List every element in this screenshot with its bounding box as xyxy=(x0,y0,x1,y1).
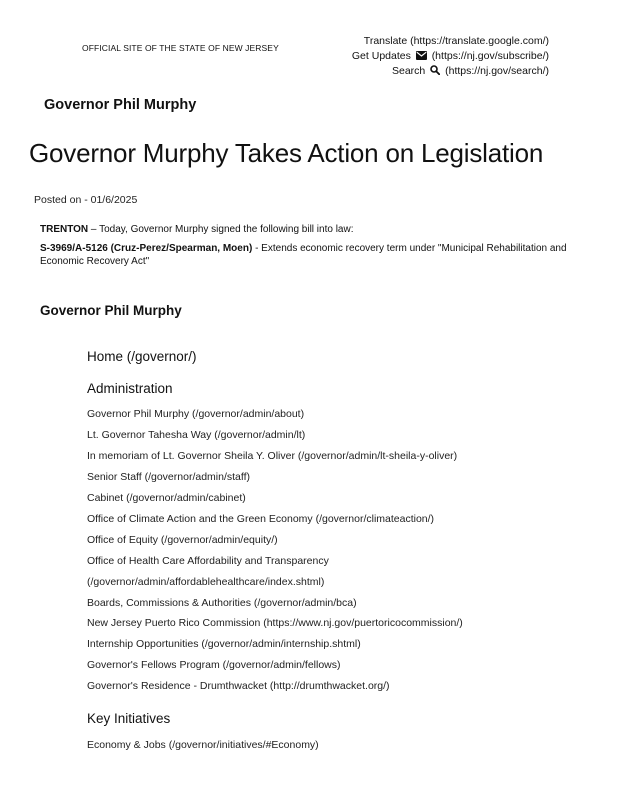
intro-paragraph xyxy=(40,223,570,236)
admin-nav-item[interactable]: Governor Phil Murphy (/governor/admin/about) xyxy=(87,408,305,420)
admin-nav-item[interactable]: Governor's Fellows Program (/governor/admin/fellows) xyxy=(87,659,341,671)
admin-nav-item[interactable]: (/governor/admin/affordablehealthcare/index.shtml) xyxy=(87,576,325,588)
bill-paragraph xyxy=(40,242,570,268)
admin-nav-item[interactable]: Cabinet (/governor/admin/cabinet) xyxy=(87,492,246,504)
footer-nav-home[interactable]: Home (/governor/) xyxy=(87,349,197,364)
get-updates-label: Get Updates xyxy=(351,50,411,62)
get-updates-link[interactable] xyxy=(352,50,549,62)
bill-description: - Extends economic recovery term under "Municipal Rehabilitation and Economic Recovery Act" xyxy=(40,243,567,267)
admin-nav-item[interactable]: Lt. Governor Tahesha Way (/governor/admin/lt) xyxy=(87,429,306,441)
admin-nav-item[interactable]: New Jersey Puerto Rico Commission (https://www.nj.gov/puertoricocommission/) xyxy=(87,617,463,629)
intro-text: – Today, Governor Murphy signed the following bill into law: xyxy=(88,224,354,235)
admin-nav-item[interactable]: Boards, Commissions & Authorities (/governor/admin/bca) xyxy=(87,597,357,609)
admin-nav-item[interactable]: Internship Opportunities (/governor/admin/internship.shtml) xyxy=(87,638,361,650)
key-initiatives-heading: Key Initiatives xyxy=(87,711,171,726)
page-title: Governor Murphy Takes Action on Legislation xyxy=(29,138,544,168)
search-url: (https://nj.gov/search/) xyxy=(445,65,549,77)
official-site-banner: OFFICIAL SITE OF THE STATE OF NEW JERSEY xyxy=(82,43,279,53)
administration-heading: Administration xyxy=(87,381,173,396)
governor-site-title[interactable]: Governor Phil Murphy xyxy=(44,97,197,113)
posted-date: Posted on - 01/6/2025 xyxy=(34,194,138,206)
get-updates-url: (https://nj.gov/subscribe/) xyxy=(431,50,549,62)
admin-nav-item[interactable]: In memoriam of Lt. Governor Sheila Y. Oliver (/governor/admin/lt-sheila-y-oliver) xyxy=(87,450,458,462)
translate-link[interactable]: Translate (https://translate.google.com/) xyxy=(363,35,549,47)
footer-title: Governor Phil Murphy xyxy=(40,303,182,318)
initiative-nav-item[interactable]: Economy & Jobs (/governor/initiatives/#Economy) xyxy=(87,739,319,751)
admin-nav-item[interactable]: Office of Equity (/governor/admin/equity/) xyxy=(87,534,278,546)
search-label: Search xyxy=(391,65,426,77)
admin-nav-item[interactable]: Senior Staff (/governor/admin/staff) xyxy=(87,471,251,483)
search-link[interactable] xyxy=(392,65,549,77)
admin-nav-item[interactable]: Office of Health Care Affordability and Transparency xyxy=(87,555,329,567)
admin-nav-item[interactable]: Office of Climate Action and the Green Economy (/governor/climateaction/) xyxy=(87,513,435,525)
admin-nav-item[interactable]: Governor's Residence - Drumthwacket (http://drumthwacket.org/) xyxy=(87,680,390,692)
envelope-icon xyxy=(416,51,427,60)
dateline: TRENTON xyxy=(40,224,89,235)
search-icon xyxy=(430,65,440,75)
bill-id: S-3969/A-5126 (Cruz-Perez/Spearman, Moen) xyxy=(40,243,253,254)
